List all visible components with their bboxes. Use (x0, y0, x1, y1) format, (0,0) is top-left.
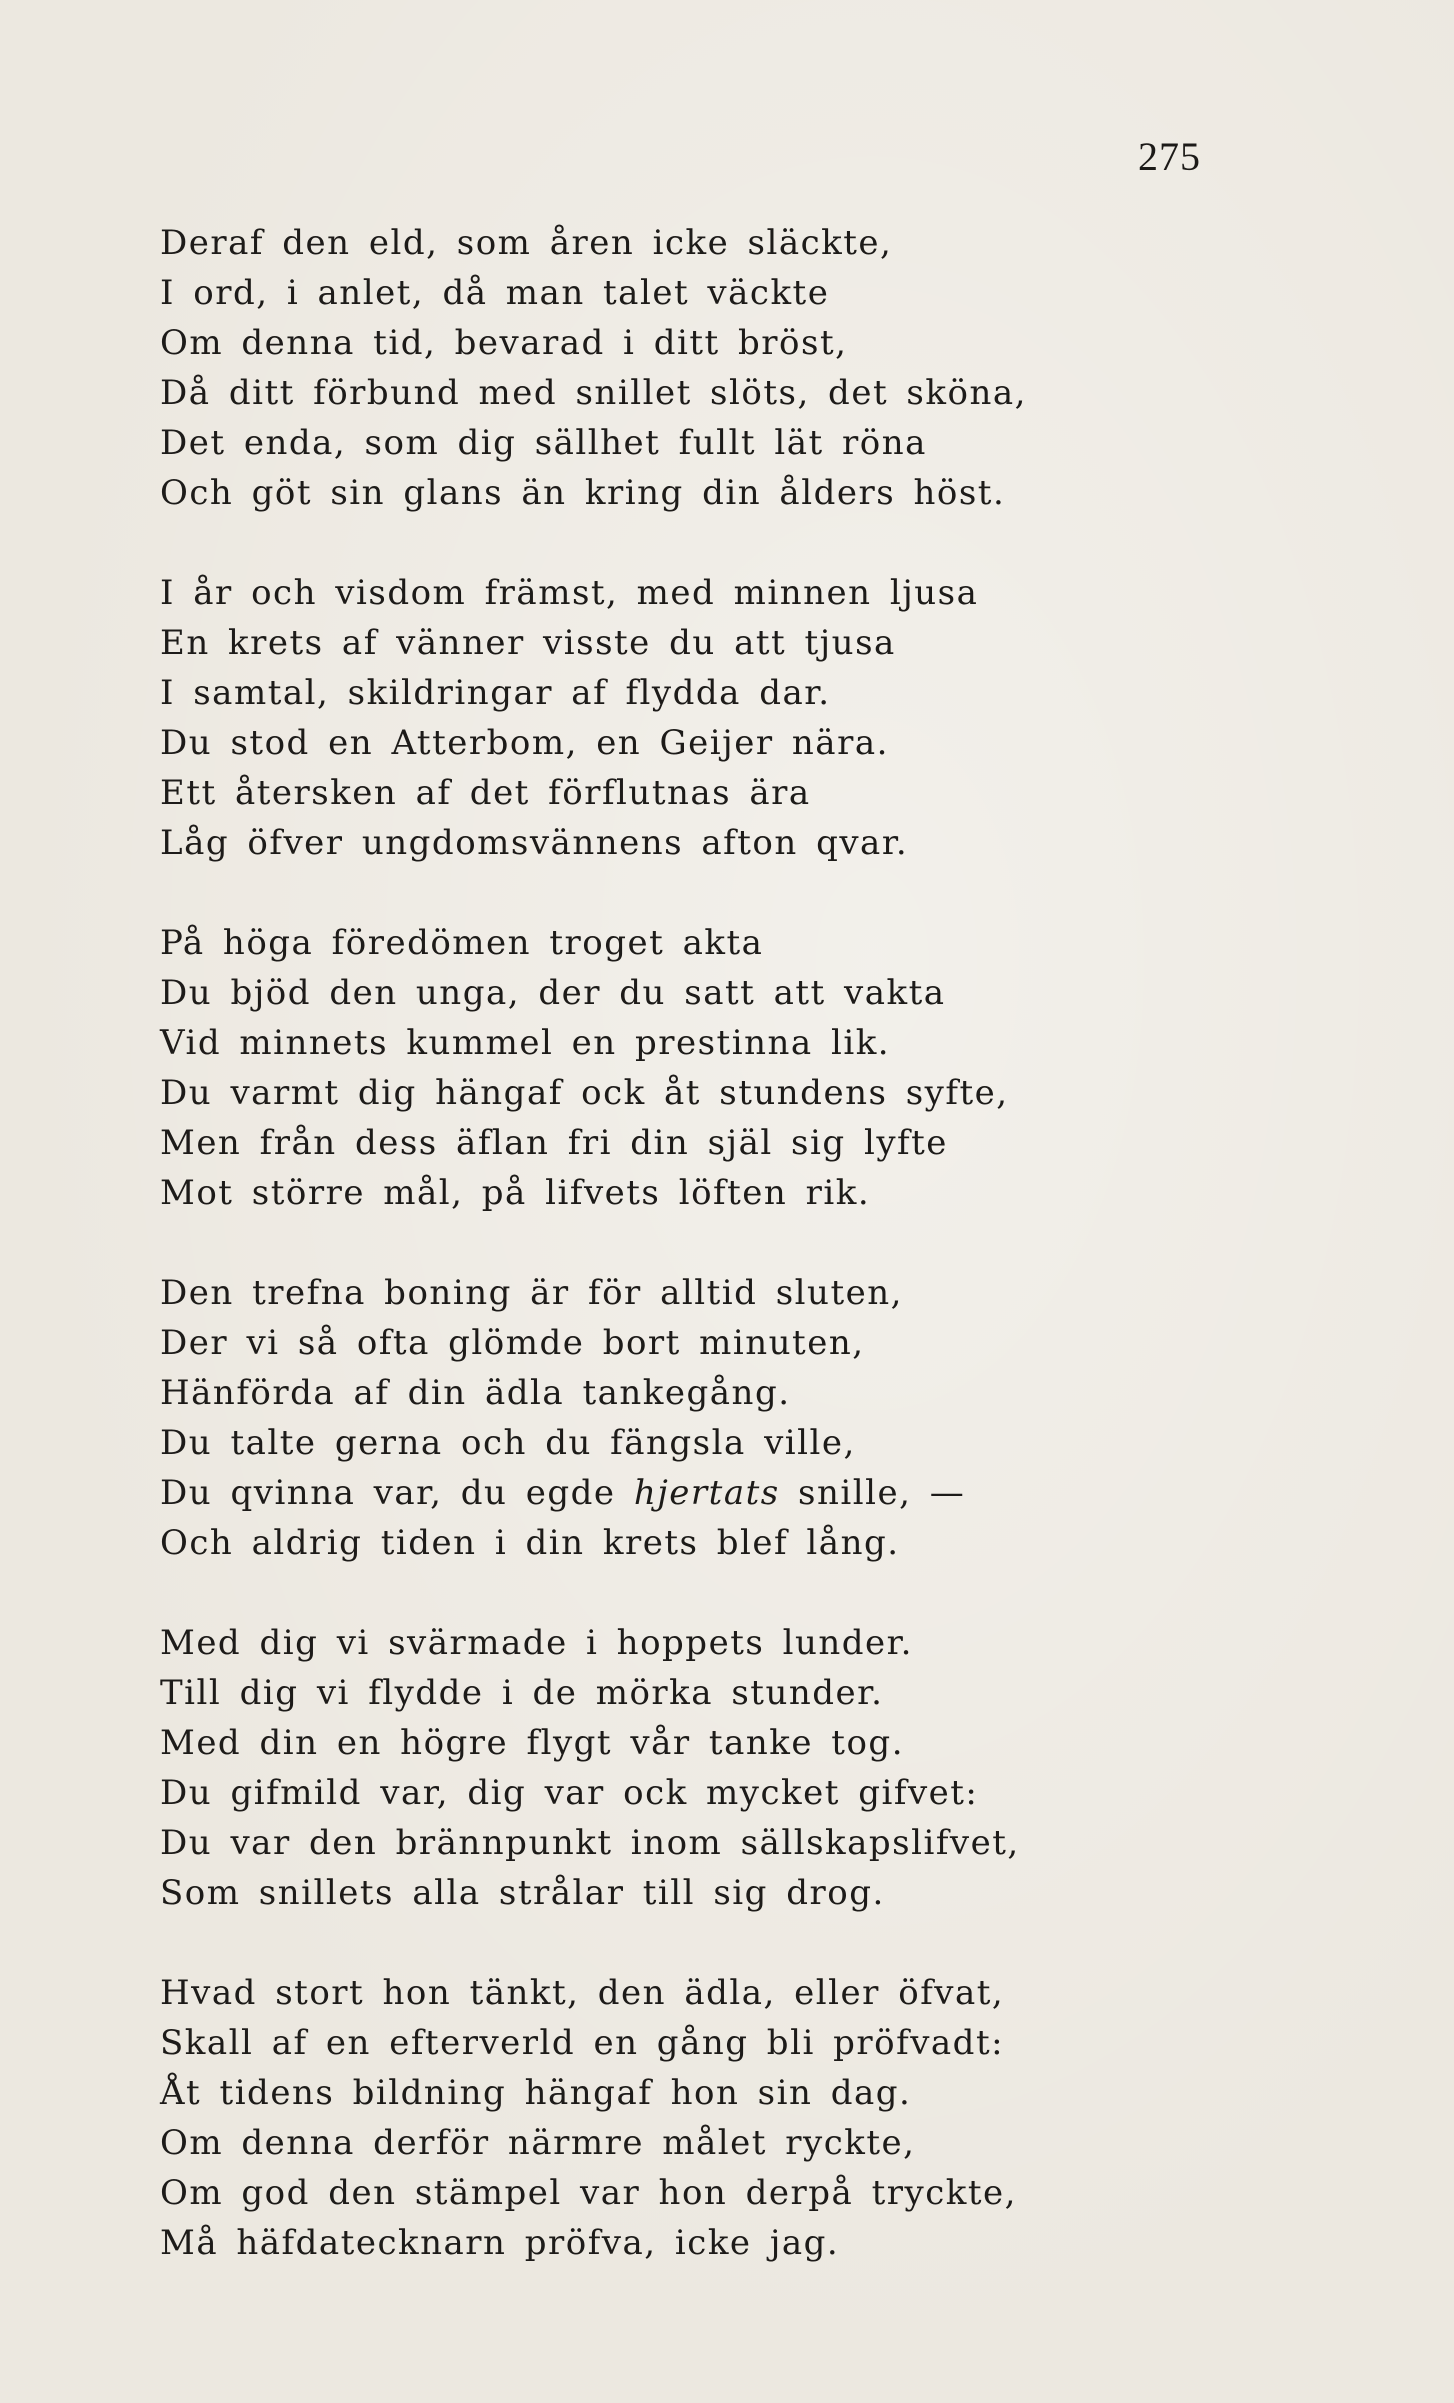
poem-line: Du talte gerna och du fängsla ville, (160, 1423, 856, 1463)
poem-line: Om god den stämpel var hon derpå tryckte, (160, 2173, 1017, 2213)
poem-line: Du gifmild var, dig var ock mycket gifvet: (160, 1773, 979, 1813)
poem-line: Må häfdatecknarn pröfva, icke jag. (160, 2223, 840, 2263)
stanza (160, 568, 1320, 868)
poem-line: Men från dess äflan fri din själ sig lyfte (160, 1123, 948, 1163)
poem-line: Mot större mål, på lifvets löften rik. (160, 1173, 871, 1213)
poem-line: På höga föredömen troget akta (160, 923, 764, 963)
poem-line: Med din en högre flygt vår tanke tog. (160, 1723, 904, 1763)
poem-line: Som snillets alla strålar till sig drog. (160, 1873, 885, 1913)
poem-line: En krets af vänner visste du att tjusa (160, 623, 896, 663)
poem-line: I ord, i anlet, då man talet väckte (160, 273, 830, 313)
poem-line: Om denna derför närmre målet ryckte, (160, 2123, 916, 2163)
poem-line (160, 1468, 1320, 1518)
stanza (160, 1268, 1320, 1568)
poem-line: Till dig vi flydde i de mörka stunder. (160, 1673, 884, 1713)
poem-line: Och göt sin glans än kring din ålders höst. (160, 473, 1006, 513)
poem-line: Åt tidens bildning hängaf hon sin dag. (160, 2073, 912, 2113)
poem-line: I samtal, skildringar af flydda dar. (160, 673, 831, 713)
poem-line: Du var den brännpunkt inom sällskapslifvet, (160, 1823, 1020, 1863)
poem-line: Och aldrig tiden i din krets blef lång. (160, 1523, 900, 1563)
poem-line: Ett återsken af det förflutnas ära (160, 773, 811, 813)
poem-line: Deraf den eld, som åren icke släckte, (160, 223, 893, 263)
poem-line: Skall af en efterverld en gång bli pröfvadt: (160, 2023, 1005, 2063)
stanza (160, 218, 1320, 518)
poem-line: Den trefna boning är för alltid sluten, (160, 1273, 903, 1313)
poem-line: Du varmt dig hängaf ock åt stundens syfte, (160, 1073, 1009, 1113)
stanza (160, 918, 1320, 1218)
stanza (160, 1968, 1320, 2268)
poem-line: Det enda, som dig sällhet fullt lät röna (160, 423, 927, 463)
poem-line: Hänförda af din ädla tankegång. (160, 1373, 791, 1413)
poem-line: Vid minnets kummel en prestinna lik. (160, 1023, 891, 1063)
poem-line: Du stod en Atterbom, en Geijer nära. (160, 723, 889, 763)
poem-line: I år och visdom främst, med minnen ljusa (160, 573, 979, 613)
line-text: Du qvinna var, du egde (160, 1473, 634, 1513)
poem-line: Med dig vi svärmade i hoppets lunder. (160, 1623, 913, 1663)
poem-line: Då ditt förbund med snillet slöts, det sköna, (160, 373, 1027, 413)
stanza (160, 1618, 1320, 1918)
line-text: snille, — (779, 1473, 966, 1513)
poem-line: Hvad stort hon tänkt, den ädla, eller öfvat, (160, 1973, 1005, 2013)
poem-line: Om denna tid, bevarad i ditt bröst, (160, 323, 848, 363)
italic-word: hjertats (633, 1473, 780, 1513)
poem-line: Der vi så ofta glömde bort minuten, (160, 1323, 865, 1363)
poem-line: Låg öfver ungdomsvännens afton qvar. (160, 823, 909, 863)
poem (160, 218, 1320, 2318)
page-number: 275 (1138, 134, 1201, 179)
poem-line: Du bjöd den unga, der du satt att vakta (160, 973, 946, 1013)
